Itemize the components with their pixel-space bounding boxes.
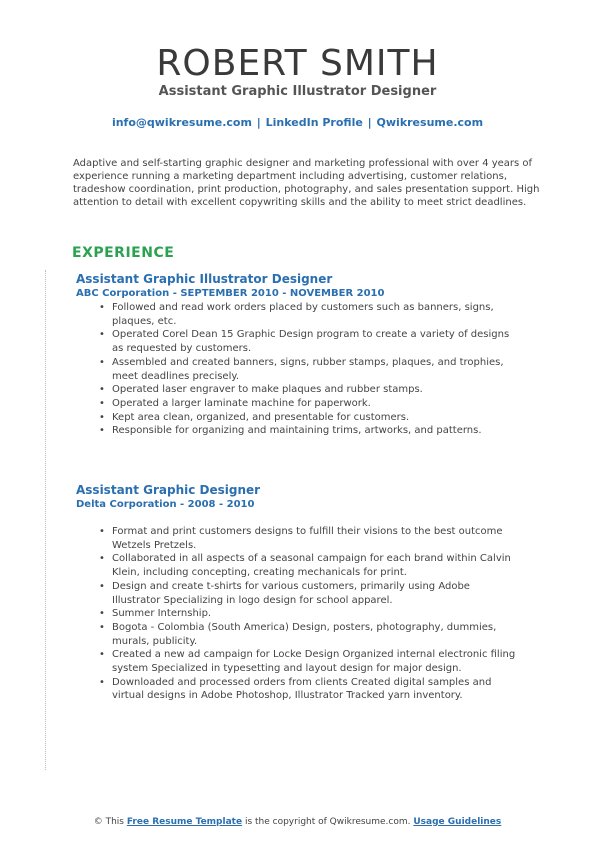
contact-separator: | bbox=[367, 116, 372, 129]
list-item: • Operated Corel Dean 15 Graphic Design program to create a variety of designs as requested by customers. bbox=[112, 328, 516, 355]
usage-guidelines-link[interactable]: Usage Guidelines bbox=[413, 817, 502, 827]
contact-separator: | bbox=[256, 116, 261, 129]
list-item: • Summer Internship. bbox=[112, 607, 516, 621]
job-entry bbox=[76, 483, 516, 703]
list-item: • Operated laser engraver to make plaques and rubber stamps. bbox=[112, 383, 516, 397]
job-title: Assistant Graphic Illustrator Designer bbox=[76, 272, 333, 286]
experience-heading: EXPERIENCE bbox=[72, 245, 175, 261]
job-bullets bbox=[76, 525, 516, 703]
contact-line bbox=[0, 116, 595, 129]
list-item: • Design and create t-shirts for various customers, primarily using Adobe Illustrator Specializing in logo design for school apparel. bbox=[112, 580, 516, 607]
candidate-name: ROBERT SMITH bbox=[156, 43, 439, 84]
job-entry bbox=[76, 272, 516, 438]
linkedin-link[interactable]: LinkedIn Profile bbox=[265, 116, 363, 129]
list-item: • Followed and read work orders placed by customers such as banners, signs, plaques, etc. bbox=[112, 301, 516, 328]
footer-prefix: © This bbox=[93, 817, 124, 827]
email-link[interactable]: info@qwikresume.com bbox=[111, 116, 252, 129]
list-item: • Created a new ad campaign for Locke Design Organized internal electronic filing system Specialized in typesetting and layout design for major design. bbox=[112, 648, 516, 675]
job-company: ABC Corporation - SEPTEMBER 2010 - NOVEMBER 2010 bbox=[76, 288, 385, 299]
list-item: • Downloaded and processed orders from clients Created digital samples and virtual designs in Adobe Photoshop, Illustrator Tracked yarn inventory. bbox=[112, 676, 516, 703]
footer bbox=[0, 817, 595, 827]
job-bullets bbox=[76, 301, 516, 438]
candidate-title: Assistant Graphic Illustrator Designer bbox=[158, 84, 437, 99]
list-item: • Format and print customers designs to fulfill their visions to the best outcome Wetzels Pretzels. bbox=[112, 525, 516, 552]
list-item: • Responsible for organizing and maintaining trims, artworks, and patterns. bbox=[112, 424, 516, 438]
footer-copyright: is the copyright of Qwikresume.com. bbox=[244, 817, 411, 827]
free-template-link[interactable]: Free Resume Template bbox=[126, 817, 243, 827]
summary-paragraph: Adaptive and self-starting graphic designer and marketing professional with over 4 years of experience running a marketing department including advertising, customer relations, tradeshow coordination, print production, photography, and sales presentation support. High attention to detail with excellent copywriting skills and the ability to meet strict deadlines. bbox=[73, 158, 540, 208]
list-item: • Collaborated in all aspects of a seasonal campaign for each brand within Calvin Klein, including concepting, creating mechanicals for print. bbox=[112, 552, 516, 579]
website-link[interactable]: Qwikresume.com bbox=[376, 116, 484, 129]
list-item: • Assembled and created banners, signs, rubber stamps, plaques, and trophies, meet deadlines precisely. bbox=[112, 356, 516, 383]
list-item: • Bogota - Colombia (South America) Design, posters, photography, dummies, murals, publicity. bbox=[112, 621, 516, 648]
list-item: • Operated a larger laminate machine for paperwork. bbox=[112, 397, 516, 411]
timeline-divider bbox=[45, 270, 46, 770]
job-company: Delta Corporation - 2008 - 2010 bbox=[76, 499, 255, 510]
list-item: • Kept area clean, organized, and presentable for customers. bbox=[112, 411, 516, 425]
job-title: Assistant Graphic Designer bbox=[76, 483, 261, 497]
